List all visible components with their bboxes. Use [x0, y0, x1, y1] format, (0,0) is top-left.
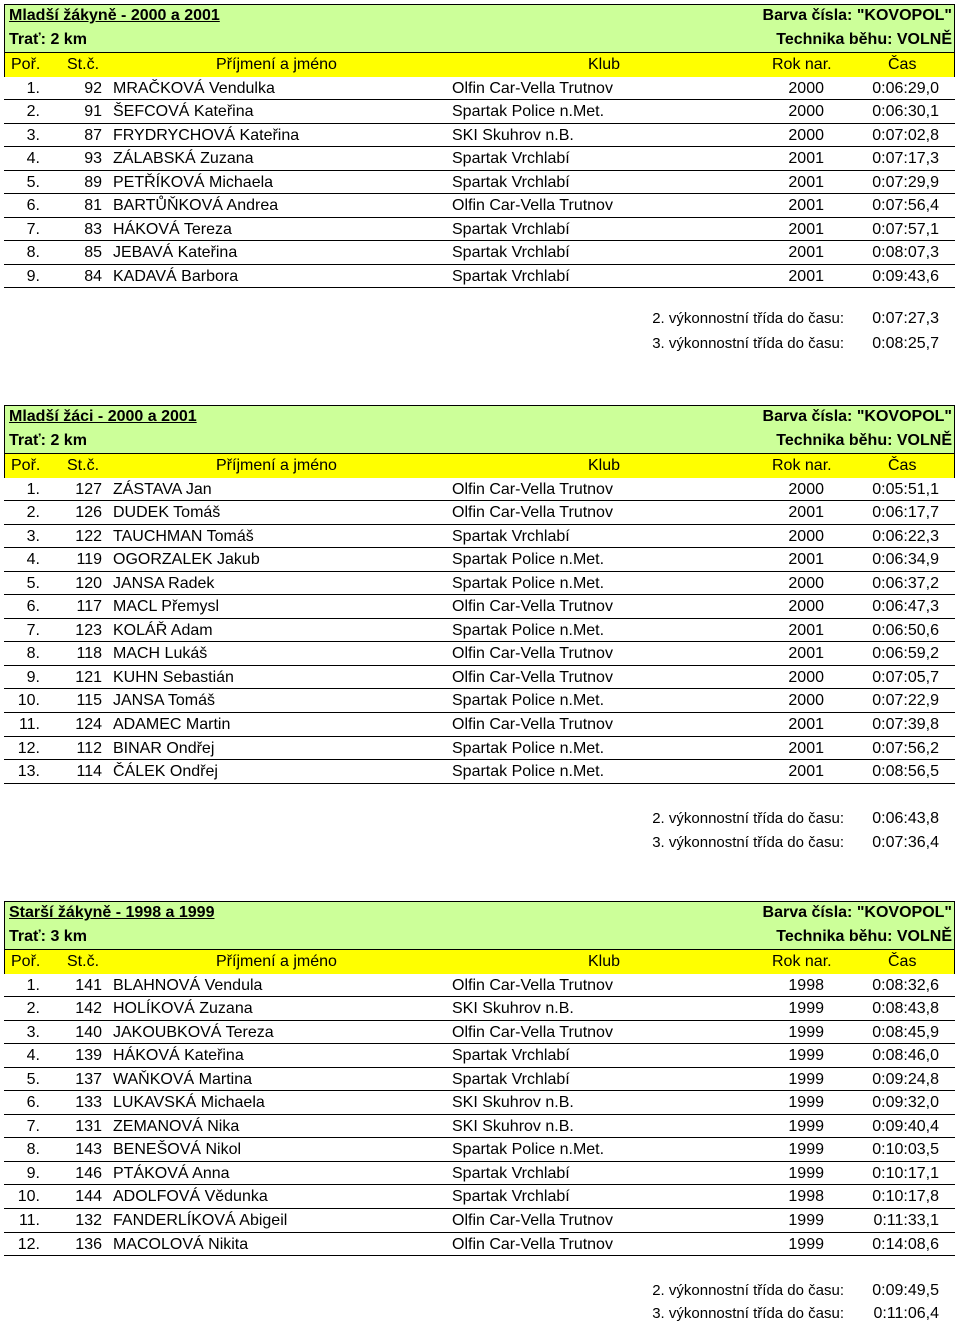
club-cell: Spartak Vrchlabí [452, 527, 570, 545]
table-row [4, 1021, 955, 1045]
col-header-poradi: Poř. [11, 56, 41, 73]
name-cell: JANSA Radek [113, 574, 215, 592]
name-cell: JANSA Tomáš [113, 692, 215, 710]
name-cell: MRAČKOVÁ Vendulka [113, 79, 275, 97]
club-cell: Olfin Car-Vella Trutnov [452, 645, 613, 663]
table-row [4, 218, 955, 242]
start-number-cell: 114 [76, 763, 102, 781]
rank-cell: 5. [26, 173, 40, 191]
time-cell: 0:09:24,8 [872, 1070, 939, 1088]
results-table [4, 478, 955, 784]
time-cell: 0:08:43,8 [872, 1000, 939, 1018]
table-row [4, 1209, 955, 1233]
birth-year-cell: 2001 [788, 645, 824, 663]
start-number-cell: 139 [75, 1047, 102, 1065]
club-cell: SKI Skuhrov n.B. [452, 1000, 574, 1018]
start-number-cell: 137 [75, 1070, 102, 1088]
club-cell: Spartak Police n.Met. [452, 621, 605, 639]
start-number-cell: 123 [75, 621, 102, 639]
time-cell: 0:07:29,9 [872, 173, 939, 191]
number-color-label: Barva čísla: "KOVOPOL" [762, 904, 952, 921]
col-header-startovni: St.č. [67, 457, 100, 474]
section-header [4, 4, 955, 53]
club-cell: Spartak Vrchlabí [452, 1070, 570, 1088]
name-cell: MACL Přemysl [113, 598, 220, 616]
rank-cell: 7. [26, 220, 40, 238]
table-row [4, 478, 955, 502]
col-header-cas: Čas [888, 953, 917, 970]
name-cell: BINAR Ondřej [113, 739, 215, 757]
name-cell: OGORZALEK Jakub [113, 551, 260, 569]
technique-label: Technika běhu: VOLNĚ [776, 431, 952, 449]
perf-label: 3. výkonnostní třída do času: [652, 834, 844, 851]
name-cell: TAUCHMAN Tomáš [113, 527, 254, 545]
time-cell: 0:06:17,7 [872, 504, 939, 522]
col-header-poradi: Poř. [11, 457, 41, 474]
table-row [4, 525, 955, 549]
start-number-cell: 118 [76, 645, 102, 663]
name-cell: FRYDRYCHOVÁ Kateřina [113, 126, 300, 144]
birth-year-cell: 2000 [788, 527, 824, 545]
club-cell: Olfin Car-Vella Trutnov [452, 79, 613, 97]
club-cell: SKI Skuhrov n.B. [452, 126, 574, 144]
table-row [4, 1044, 955, 1068]
table-row [4, 1162, 955, 1186]
birth-year-cell: 1999 [788, 1070, 824, 1088]
club-cell: SKI Skuhrov n.B. [452, 1094, 574, 1112]
time-cell: 0:08:46,0 [872, 1047, 939, 1065]
column-header-row [4, 454, 955, 478]
rank-cell: 6. [26, 1094, 40, 1112]
name-cell: FANDERLÍKOVÁ Abigeil [113, 1211, 288, 1229]
col-header-cas: Čas [888, 457, 917, 474]
table-row [4, 737, 955, 761]
time-cell: 0:05:51,1 [872, 480, 939, 498]
section-title: Mladší žáci - 2000 a 2001 [9, 408, 197, 425]
perf-label: 3. výkonnostní třída do času: [652, 335, 844, 352]
name-cell: ŠEFCOVÁ Kateřina [113, 103, 254, 121]
birth-year-cell: 2000 [788, 126, 824, 144]
rank-cell: 7. [26, 621, 40, 639]
name-cell: WAŇKOVÁ Martina [113, 1070, 252, 1088]
table-row [4, 1138, 955, 1162]
name-cell: PETŘÍKOVÁ Michaela [113, 173, 274, 191]
start-number-cell: 91 [84, 103, 102, 121]
birth-year-cell: 2001 [788, 739, 824, 757]
section-title: Mladší žákyně - 2000 a 2001 [9, 7, 220, 24]
start-number-cell: 146 [75, 1164, 102, 1182]
club-cell: SKI Skuhrov n.B. [452, 1117, 574, 1135]
start-number-cell: 121 [75, 668, 102, 686]
start-number-cell: 136 [75, 1235, 102, 1253]
time-cell: 0:06:47,3 [872, 598, 939, 616]
results-section-1 [4, 4, 955, 352]
rank-cell: 2. [26, 504, 40, 522]
birth-year-cell: 1999 [788, 1211, 824, 1229]
rank-cell: 12. [17, 739, 40, 757]
track-length: Trať: 2 km [9, 30, 87, 48]
table-row [4, 619, 955, 643]
time-cell: 0:09:40,4 [872, 1117, 939, 1135]
club-cell: Spartak Vrchlabí [452, 1164, 570, 1182]
time-cell: 0:06:59,2 [872, 645, 939, 663]
col-header-klub: Klub [588, 953, 621, 970]
time-cell: 0:06:30,1 [872, 103, 939, 121]
name-cell: BENEŠOVÁ Nikol [113, 1141, 242, 1159]
rank-cell: 1. [26, 79, 40, 97]
rank-cell: 5. [26, 1070, 40, 1088]
birth-year-cell: 2000 [788, 598, 824, 616]
start-number-cell: 141 [75, 976, 102, 994]
club-cell: Olfin Car-Vella Trutnov [452, 504, 613, 522]
name-cell: HÁKOVÁ Kateřina [113, 1047, 244, 1065]
table-row [4, 1233, 955, 1257]
name-cell: BARTŮŇKOVÁ Andrea [113, 197, 279, 215]
start-number-cell: 92 [84, 79, 102, 97]
col-header-jmeno: Příjmení a jméno [216, 953, 337, 970]
name-cell: KADAVÁ Barbora [113, 267, 239, 285]
rank-cell: 6. [26, 598, 40, 616]
perf-value: 0:08:25,7 [872, 335, 939, 352]
birth-year-cell: 1998 [788, 976, 824, 994]
rank-cell: 5. [26, 574, 40, 592]
birth-year-cell: 1999 [788, 1164, 824, 1182]
time-cell: 0:10:17,8 [872, 1188, 939, 1206]
table-row [4, 147, 955, 171]
start-number-cell: 83 [84, 220, 102, 238]
start-number-cell: 112 [76, 739, 102, 757]
name-cell: DUDEK Tomáš [113, 504, 221, 522]
birth-year-cell: 2001 [788, 715, 824, 733]
club-cell: Olfin Car-Vella Trutnov [452, 197, 613, 215]
col-header-poradi: Poř. [11, 953, 41, 970]
name-cell: BLAHNOVÁ Vendula [113, 976, 263, 994]
time-cell: 0:08:07,3 [872, 244, 939, 262]
name-cell: JEBAVÁ Kateřina [113, 244, 238, 262]
results-section-3 [4, 901, 955, 1322]
time-cell: 0:07:17,3 [872, 150, 939, 168]
club-cell: Olfin Car-Vella Trutnov [452, 715, 613, 733]
rank-cell: 12. [17, 1235, 40, 1253]
number-color-label: Barva čísla: "KOVOPOL" [762, 7, 952, 24]
name-cell: HOLÍKOVÁ Zuzana [113, 1000, 253, 1018]
perf-label: 2. výkonnostní třída do času: [652, 810, 844, 827]
rank-cell: 11. [18, 1211, 40, 1229]
club-cell: Olfin Car-Vella Trutnov [452, 976, 613, 994]
time-cell: 0:10:03,5 [872, 1141, 939, 1159]
rank-cell: 4. [26, 1047, 40, 1065]
start-number-cell: 127 [75, 480, 102, 498]
technique-label: Technika běhu: VOLNĚ [776, 30, 952, 48]
perf-value: 0:09:49,5 [872, 1282, 939, 1299]
start-number-cell: 133 [75, 1094, 102, 1112]
name-cell: HÁKOVÁ Tereza [113, 220, 232, 238]
col-header-klub: Klub [588, 457, 621, 474]
club-cell: Olfin Car-Vella Trutnov [452, 1023, 613, 1041]
name-cell: MACH Lukáš [113, 645, 208, 663]
club-cell: Spartak Vrchlabí [452, 1047, 570, 1065]
club-cell: Spartak Police n.Met. [452, 739, 605, 757]
name-cell: PTÁKOVÁ Anna [113, 1164, 230, 1182]
table-row [4, 572, 955, 596]
table-row [4, 760, 955, 784]
start-number-cell: 89 [84, 173, 102, 191]
start-number-cell: 122 [75, 527, 102, 545]
start-number-cell: 143 [75, 1141, 102, 1159]
start-number-cell: 131 [75, 1117, 102, 1135]
col-header-cas: Čas [888, 56, 917, 73]
col-header-rok: Rok nar. [772, 56, 832, 73]
start-number-cell: 132 [75, 1211, 102, 1229]
time-cell: 0:08:32,6 [872, 976, 939, 994]
start-number-cell: 120 [75, 574, 102, 592]
rank-cell: 7. [26, 1117, 40, 1135]
club-cell: Olfin Car-Vella Trutnov [452, 480, 613, 498]
col-header-startovni: St.č. [67, 56, 100, 73]
time-cell: 0:06:29,0 [872, 79, 939, 97]
perf-label: 2. výkonnostní třída do času: [652, 1282, 844, 1299]
start-number-cell: 87 [84, 126, 102, 144]
column-header-row [4, 53, 955, 77]
time-cell: 0:07:39,8 [872, 715, 939, 733]
rank-cell: 3. [26, 126, 40, 144]
time-cell: 0:14:08,6 [872, 1235, 939, 1253]
time-cell: 0:06:34,9 [872, 551, 939, 569]
perf-value: 0:11:06,4 [873, 1305, 939, 1322]
birth-year-cell: 2000 [788, 692, 824, 710]
club-cell: Olfin Car-Vella Trutnov [452, 1211, 613, 1229]
rank-cell: 3. [26, 1023, 40, 1041]
time-cell: 0:08:45,9 [872, 1023, 939, 1041]
club-cell: Olfin Car-Vella Trutnov [452, 668, 613, 686]
birth-year-cell: 2001 [788, 621, 824, 639]
results-table [4, 77, 955, 289]
table-row [4, 124, 955, 148]
rank-cell: 6. [26, 197, 40, 215]
number-color-label: Barva čísla: "KOVOPOL" [762, 408, 952, 425]
club-cell: Olfin Car-Vella Trutnov [452, 1235, 613, 1253]
rank-cell: 2. [26, 103, 40, 121]
perf-value: 0:06:43,8 [872, 810, 939, 827]
club-cell: Spartak Vrchlabí [452, 1188, 570, 1206]
table-row [4, 501, 955, 525]
rank-cell: 11. [18, 715, 40, 733]
name-cell: ZÁSTAVA Jan [113, 480, 212, 498]
start-number-cell: 126 [75, 504, 102, 522]
col-header-jmeno: Příjmení a jméno [216, 457, 337, 474]
rank-cell: 4. [26, 551, 40, 569]
start-number-cell: 117 [76, 598, 102, 616]
club-cell: Spartak Police n.Met. [452, 692, 605, 710]
birth-year-cell: 2000 [788, 668, 824, 686]
start-number-cell: 124 [75, 715, 102, 733]
table-row [4, 100, 955, 124]
col-header-rok: Rok nar. [772, 953, 832, 970]
time-cell: 0:06:50,6 [872, 621, 939, 639]
col-header-jmeno: Příjmení a jméno [216, 56, 337, 73]
rank-cell: 3. [26, 527, 40, 545]
birth-year-cell: 2000 [788, 103, 824, 121]
name-cell: ADAMEC Martin [113, 715, 231, 733]
birth-year-cell: 2001 [788, 244, 824, 262]
birth-year-cell: 1999 [788, 1047, 824, 1065]
birth-year-cell: 1999 [788, 1000, 824, 1018]
table-row [4, 1091, 955, 1115]
time-cell: 0:09:43,6 [872, 267, 939, 285]
perf-label: 3. výkonnostní třída do času: [652, 1305, 844, 1322]
rank-cell: 2. [26, 1000, 40, 1018]
section-header [4, 901, 955, 950]
rank-cell: 9. [26, 668, 40, 686]
rank-cell: 8. [26, 645, 40, 663]
time-cell: 0:07:56,4 [872, 197, 939, 215]
time-cell: 0:07:57,1 [872, 220, 939, 238]
rank-cell: 8. [26, 244, 40, 262]
birth-year-cell: 1998 [788, 1188, 824, 1206]
table-row [4, 1115, 955, 1139]
club-cell: Spartak Police n.Met. [452, 103, 605, 121]
start-number-cell: 93 [84, 150, 102, 168]
time-cell: 0:09:32,0 [872, 1094, 939, 1112]
table-row [4, 194, 955, 218]
time-cell: 0:11:33,1 [873, 1211, 939, 1229]
name-cell: ČÁLEK Ondřej [113, 763, 218, 781]
name-cell: LUKAVSKÁ Michaela [113, 1094, 265, 1112]
start-number-cell: 115 [76, 692, 102, 710]
rank-cell: 13. [17, 763, 40, 781]
track-length: Trať: 2 km [9, 431, 87, 449]
time-cell: 0:07:56,2 [872, 739, 939, 757]
rank-cell: 1. [26, 976, 40, 994]
club-cell: Spartak Vrchlabí [452, 267, 570, 285]
birth-year-cell: 2001 [788, 267, 824, 285]
time-cell: 0:07:05,7 [872, 668, 939, 686]
start-number-cell: 119 [76, 551, 102, 569]
name-cell: ZÁLABSKÁ Zuzana [113, 150, 254, 168]
rank-cell: 9. [26, 1164, 40, 1182]
club-cell: Spartak Vrchlabí [452, 173, 570, 191]
rank-cell: 10. [17, 692, 40, 710]
table-row [4, 548, 955, 572]
birth-year-cell: 1999 [788, 1117, 824, 1135]
start-number-cell: 84 [84, 267, 102, 285]
technique-label: Technika běhu: VOLNĚ [776, 927, 952, 945]
col-header-startovni: St.č. [67, 953, 100, 970]
table-row [4, 642, 955, 666]
club-cell: Spartak Police n.Met. [452, 763, 605, 781]
birth-year-cell: 1999 [788, 1141, 824, 1159]
table-row [4, 595, 955, 619]
column-header-row [4, 950, 955, 974]
birth-year-cell: 1999 [788, 1094, 824, 1112]
club-cell: Spartak Vrchlabí [452, 220, 570, 238]
time-cell: 0:08:56,5 [872, 763, 939, 781]
table-row [4, 713, 955, 737]
club-cell: Spartak Police n.Met. [452, 551, 605, 569]
rank-cell: 10. [17, 1188, 40, 1206]
name-cell: ZEMANOVÁ Nika [113, 1117, 240, 1135]
rank-cell: 1. [26, 480, 40, 498]
birth-year-cell: 2001 [788, 551, 824, 569]
table-row [4, 77, 955, 101]
table-row [4, 997, 955, 1021]
section-title: Starší žákyně - 1998 a 1999 [9, 904, 215, 921]
club-cell: Spartak Vrchlabí [452, 244, 570, 262]
results-table [4, 974, 955, 1257]
birth-year-cell: 1999 [788, 1023, 824, 1041]
table-row [4, 974, 955, 998]
col-header-rok: Rok nar. [772, 457, 832, 474]
rank-cell: 8. [26, 1141, 40, 1159]
time-cell: 0:06:37,2 [872, 574, 939, 592]
birth-year-cell: 2001 [788, 150, 824, 168]
club-cell: Spartak Police n.Met. [452, 574, 605, 592]
start-number-cell: 81 [84, 197, 102, 215]
birth-year-cell: 2001 [788, 220, 824, 238]
birth-year-cell: 2001 [788, 197, 824, 215]
perf-value: 0:07:27,3 [872, 310, 939, 327]
section-header [4, 405, 955, 454]
birth-year-cell: 2000 [788, 79, 824, 97]
perf-value: 0:07:36,4 [872, 834, 939, 851]
name-cell: KUHN Sebastián [113, 668, 234, 686]
perf-label: 2. výkonnostní třída do času: [652, 310, 844, 327]
start-number-cell: 144 [75, 1188, 102, 1206]
name-cell: KOLÁŘ Adam [113, 621, 213, 639]
name-cell: JAKOUBKOVÁ Tereza [113, 1023, 274, 1041]
table-row [4, 265, 955, 289]
start-number-cell: 140 [75, 1023, 102, 1041]
time-cell: 0:07:02,8 [872, 126, 939, 144]
table-row [4, 689, 955, 713]
time-cell: 0:10:17,1 [872, 1164, 939, 1182]
birth-year-cell: 2000 [788, 480, 824, 498]
name-cell: ADOLFOVÁ Vědunka [113, 1188, 268, 1206]
time-cell: 0:06:22,3 [872, 527, 939, 545]
results-section-2 [4, 405, 955, 851]
club-cell: Spartak Police n.Met. [452, 1141, 605, 1159]
start-number-cell: 85 [84, 244, 102, 262]
start-number-cell: 142 [75, 1000, 102, 1018]
rank-cell: 9. [26, 267, 40, 285]
birth-year-cell: 2000 [788, 574, 824, 592]
table-row [4, 1185, 955, 1209]
table-row [4, 1068, 955, 1092]
name-cell: MACOLOVÁ Nikita [113, 1235, 249, 1253]
club-cell: Olfin Car-Vella Trutnov [452, 598, 613, 616]
table-row [4, 241, 955, 265]
birth-year-cell: 2001 [788, 504, 824, 522]
time-cell: 0:07:22,9 [872, 692, 939, 710]
birth-year-cell: 2001 [788, 173, 824, 191]
col-header-klub: Klub [588, 56, 621, 73]
club-cell: Spartak Vrchlabí [452, 150, 570, 168]
table-row [4, 666, 955, 690]
rank-cell: 4. [26, 150, 40, 168]
birth-year-cell: 2001 [788, 763, 824, 781]
birth-year-cell: 1999 [788, 1235, 824, 1253]
table-row [4, 171, 955, 195]
track-length: Trať: 3 km [9, 927, 87, 945]
